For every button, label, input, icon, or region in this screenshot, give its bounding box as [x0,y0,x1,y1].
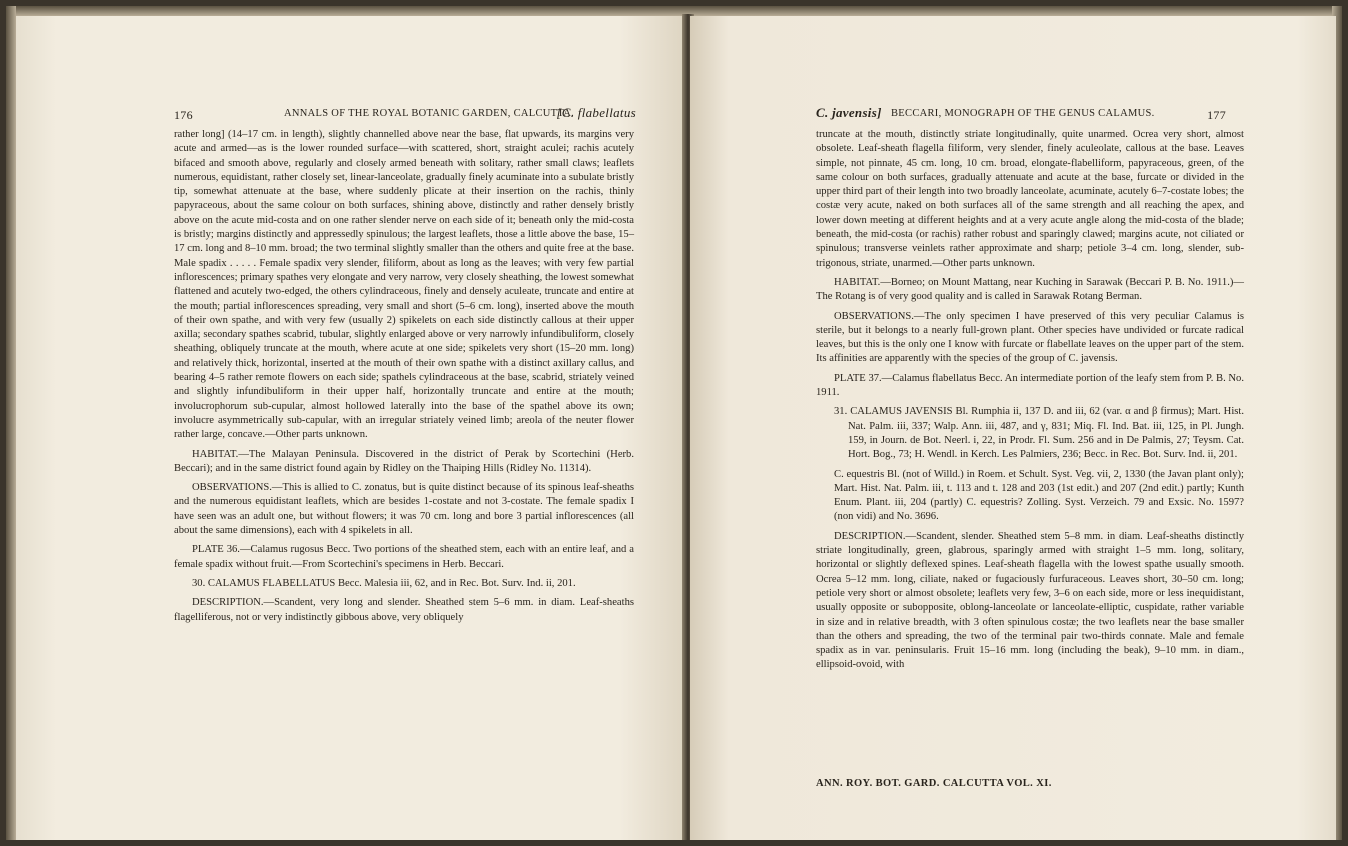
left-page-body [174,128,634,630]
right-page [690,16,1336,840]
right-running-head: BECCARI, MONOGRAPH OF THE GENUS CALAMUS. [891,108,1155,119]
synonym-block: C. equestris Bl. (not of Willd.) in Roem. et Schult. Syst. Veg. vii, 2, 1330 (the Javan plant only); Mart. Hist. Nat. Palm. iii, t. 113 and t. 128 and 203 (1st edit.) and 207 (2nd edit.) partly; Kunth Enum. Plant. iii, 204 (partly) C. equestris? Zolling. Syst. Verzeich. 79 and Exsic. No. 1597? (non vidi) and No. 3696. [834,468,1244,523]
right-page-body [816,128,1244,678]
species-heading: 30. CALAMUS FLABELLATUS Becc. Malesia iii, 62, and in Rec. Bot. Surv. Ind. ii, 201. [192,577,576,589]
paragraph-plate: PLATE 36.—Calamus rugosus Becc. Two portions of the sheathed stem, each with an entire leaf, and a female spadix without fruit.—From Scortechini's specimens in Herb. Beccari. [174,544,634,570]
paragraph: rather long] (14–17 cm. in length), slightly channelled above near the base, flat upwards, its margins very acute and armed—as is the lower rounded surface—with scattered, short, straight aculei; rachis acutely bifaced and smooth above, regularly and closely armed beneath with solitary, rather small claws; leaflets numerous, equidistant, rather closely set, linear-lanceolate, gradually finely acuminate into a subulate bristly tip, somewhat attenuate at the base, where suddenly plicate at their insertion on the rachis, thinly papyraceous, about the same colour on both surfaces, shining above, distinctly and rather densely bristly above on the acute mid-costa and on one rather slender nerve on each side of it; beneath only the mid-costa is bristly; margins distinctly and appressedly spinulous; the largest leaflets, those a little above the base, 15–17 cm. long and 8–10 mm. broad; the two terminal slightly smaller than the others and quite free at the base. Male spadix . . . . . Female spadix very slender, filiform, about as long as the leaves; with very few partial inflorescences; primary spathes very elongate and very narrow, very closely sheathing, the lowest somewhat flattened and acutely two-edged, the others cylindraceous, finely and densely aculeate, truncate and entire at the mouth; partial inflorescences spreading, very small and short (5–6 cm. long), inserted above the mouth of their own spathe, and with very few (usually 2) spikelets on each side distinctly callous at their upper axilla; secondary spathes scabrid, tubular, slightly enlarged above or very narrowly infundibuliform, closely sheathing, obliquely truncate at the mouth, where acute at one side; spikelets very short (15–20 mm. long) and relatively thick, horizontal, inserted at the mouth of their own spathe with a distinct axillary callus, and bearing 4–5 rather remote flowers on each side; spathels cylindraceous at the base, scabrid, striately veined and slightly infundibuliform in their upper half, horizontally truncate and entire at the mouth; involucrophorum sub-cupular, almost hollowed laterally into the base of the spathel above its own; involucre asymmetrically sub-capular, with an irregular striately veined limb; areola of the neuter flower rather large, concave.—Other parts unknown. [174,129,634,441]
paragraph-observations: OBSERVATIONS.—The only specimen I have preserved of this very peculiar Calamus is sterile, but it belongs to a nearly full-grown plant. Other species have undivided or furcate radical leaves, but this is the only one I know with furcate or flabellate leaves on the upper part of the stem. Its affinities are apparently with the species of the group of C. javensis. [816,310,1244,365]
species-heading: 31. CALAMUS JAVENSIS Bl. Rumphia ii, 137 D. and iii, 62 (var. α and β firmus); Mart. Hist. Nat. Palm. iii, 337; Walp. Ann. iii, 487, and γ, 831; Miq. Fl. Ind. Bat. iii, 125, in Pl. Jungh. 159, in Journ. de Bot. Neerl. i, 22, in Prodr. Fl. Sum. 256 and in De Palmis, 27; Teysm. Cat. Hort. Bog., 73; H. Wendl. in Kerch. Les Palmiers, 236; Becc. in Rec. Bot. Surv. Ind. ii, 201. [834,406,1244,461]
right-page-number: 177 [1207,108,1226,122]
right-genus-tag: C. javensis] [816,105,882,120]
paragraph-plate: PLATE 37.—Calamus flabellatus Becc. An intermediate portion of the leafy stem from P. B. No. 1911. [816,372,1244,399]
paragraph-description: DESCRIPTION.—Scandent, very long and slender. Sheathed stem 5–6 mm. in diam. Leaf-sheaths flagelliferous, not or very indistinctly gibbous above, very obliquely [174,597,634,623]
left-genus-tag: [C. flabellatus [556,105,636,120]
paragraph-habitat: HABITAT.—Borneo; on Mount Mattang, near Kuching in Sarawak (Beccari P. B. No. 1911.)—The Rotang is of very good quality and is called in Sarawak Rotang Berman. [816,276,1244,303]
left-page [16,16,686,840]
paragraph-habitat: HABITAT.—The Malayan Peninsula. Discovered in the district of Perak by Scortechini (Herb. Beccari); and in the same district found again by Ridley on the Thaiping Hills (Ridley No. 11314). [174,448,634,474]
left-running-head: ANNALS OF THE ROYAL BOTANIC GARDEN, CALCUTTA. [284,108,575,119]
paragraph: truncate at the mouth, distinctly striate longitudinally, quite unarmed. Ocrea very short, almost obsolete. Leaf-sheath flagella filiform, very slender, finely aculeolate, callous at the base. Leaves simple, not pinnate, 45 cm. long, 10 cm. broad, elongate-flabelliform, papyraceous, green, of the same colour on both surfaces, gradually attenuate and acute at the base, furcate or divided in the upper third part of their length into two broadly lanceolate, acuminate, acutely 6–7-costate lobes; the costæ very acute, naked on both surfaces all of the same strength and all reaching the apex, and lower down meeting at different heights and at a very acute angle along the mid-costa of the blade; beneath, the mid-costa (or rachis) rather robust and sparingly clawed; margins acute, not ciliated or spinulous; transverse veinlets rather approximate and sharp; petiole 3–4 cm. long, slender, sub-trigonous, striate, unarmed.—Other parts unknown. [816,129,1244,269]
paragraph-observations: OBSERVATIONS.—This is allied to C. zonatus, but is quite distinct because of its spinous leaf-sheaths and the numerous equidistant leaflets, which are besides 1-costate and not 3-costate. The female spadix I have seen was an adult one, but without flowers; it was 70 cm. long and bore 3 partial inflorescences (all about the same dimensions), each with 4 spikelets in all. [174,482,634,537]
open-book [6,6,1342,840]
left-page-number: 176 [174,108,193,122]
paragraph-description: DESCRIPTION.—Scandent, slender. Sheathed stem 5–8 mm. in diam. Leaf-sheaths distinctly striate longitudinally, green, glabrous, sparingly armed with straight 1–5 mm. long, solitary, horizontal or slightly deflexed spines. Leaf-sheath flagella with the lowest spathe usually smooth. Ocrea 5–12 mm. long, ciliate, naked or fugaciously furfuraceous. Leaves short, 30–50 cm. long; petiole very short or almost obsolete; leaflets very few, 3–6 on each side, more or less inequidistant, usually opposite or subopposite, oblong-lanceolate or lanceolate-elliptic, cuspidate, rather variable in size and in relative breadth, with 3 often spinulous costæ; the two leaflets near the base smaller than the others and spreading, the two of the terminal pair two-thirds connate. Male and female spadix as in var. peninsularis. Fruit 15–16 mm. long (including the beak), 9–10 mm. in diam., ellipsoid-ovoid, with [816,530,1244,671]
book-edge-top [6,6,1342,16]
right-page-footer: ANN. ROY. BOT. GARD. CALCUTTA VOL. XI. [816,778,1052,789]
book-edge-left [6,6,16,840]
